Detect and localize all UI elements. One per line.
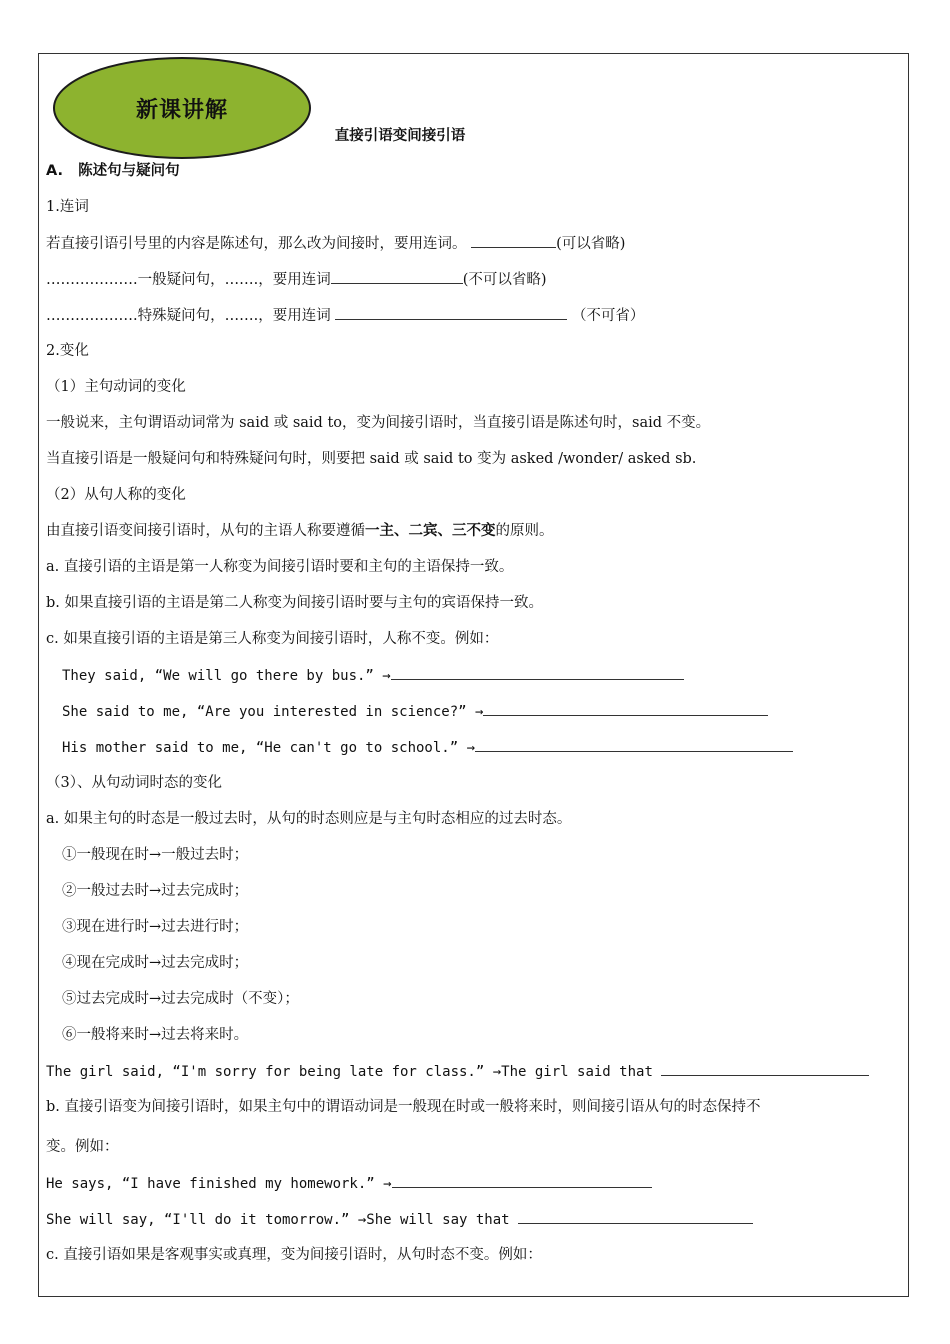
section-a-text: 陈述句与疑问句 <box>78 163 180 179</box>
tense-rule-c: c. 直接引语如果是客观事实或真理，变为间接引语时，从句时态不变。例如： <box>46 1247 542 1263</box>
tense-shift-2: ②一般过去时→过去完成时； <box>62 883 249 899</box>
subsection-2-heading: （2）从句人称的变化 <box>46 487 186 503</box>
conjunction-wh-note: （不可省） <box>571 308 645 324</box>
conjunction-statement-text: 若直接引语引号里的内容是陈述句，那么改为间接时，要用连词。 <box>46 236 467 252</box>
tense-rule-b-cont: 变。例如： <box>46 1139 119 1155</box>
answer-blank[interactable] <box>483 701 768 716</box>
answer-blank[interactable] <box>518 1209 753 1224</box>
example-1 <box>62 665 684 686</box>
person-rule-b: b. 如果直接引语的主语是第二人称变为间接引语时要与主句的宾语保持一致。 <box>46 595 543 611</box>
conjunction-yesno-text: ……………….一般疑问句，…….，要用连词 <box>46 272 331 288</box>
tense-rule-b: b. 直接引语变为间接引语时，如果主句中的谓语动词是一般现在时或一般将来时，则间接引语从句的时态保持不 <box>46 1099 761 1115</box>
point-2-heading: 2.变化 <box>46 343 89 359</box>
conjunction-yesno-note: (不可以省略) <box>462 272 547 288</box>
answer-blank[interactable] <box>471 233 556 248</box>
conjunction-statement-note: (可以省略) <box>556 236 626 252</box>
person-rule-end: 的原则。 <box>495 523 554 539</box>
example-3-text: His mother said to me, “He can't go to school.” → <box>62 740 476 756</box>
example-2-text: She said to me, “Are you interested in science?” → <box>62 704 484 720</box>
badge-label: 新课讲解 <box>135 97 228 123</box>
person-rule-c: c. 如果直接引语的主语是第三人称变为间接引语时，人称不变。例如： <box>46 631 499 647</box>
answer-blank[interactable] <box>392 1173 652 1188</box>
answer-blank[interactable] <box>475 737 793 752</box>
main-verb-rule-1: 一般说来，主句谓语动词常为 said 或 said to，变为间接引语时，当直接引语是陈述句时，said 不变。 <box>46 415 711 431</box>
example-5 <box>46 1173 652 1194</box>
person-rule-text: 由直接引语变间接引语时，从句的主语人称要遵循 <box>46 523 365 539</box>
answer-blank[interactable] <box>335 305 567 320</box>
main-verb-rule-2: 当直接引语是一般疑问句和特殊疑问句时，则要把 said 或 said to 变为 asked /wonder/ asked sb. <box>46 451 697 467</box>
example-2 <box>62 701 768 722</box>
example-6-text: She will say, “I'll do it tomorrow.” →She will say that <box>46 1212 510 1228</box>
person-rule-emphasis: 一主、二宾、三不变 <box>365 523 496 539</box>
example-5-text: He says, “I have finished my homework.” → <box>46 1176 392 1192</box>
conjunction-yesno <box>46 269 547 290</box>
conjunction-statement <box>46 233 625 254</box>
person-rule-a: a. 直接引语的主语是第一人称变为间接引语时要和主句的主语保持一致。 <box>46 559 514 575</box>
conjunction-wh <box>46 305 644 326</box>
tense-shift-3: ③现在进行时→过去进行时； <box>62 919 249 935</box>
page-title: 直接引语变间接引语 <box>334 128 466 144</box>
section-a-heading <box>46 161 180 181</box>
subsection-3-heading: （3）、从句动词时态的变化 <box>46 775 222 791</box>
answer-blank[interactable] <box>391 665 684 680</box>
tense-rule-a: a. 如果主句的时态是一般过去时，从句的时态则应是与主句时态相应的过去时态。 <box>46 811 572 827</box>
tense-shift-5: ⑤过去完成时→过去完成时（不变）； <box>62 991 299 1007</box>
conjunction-wh-text: ……………….特殊疑问句，…….，要用连词 <box>46 308 331 324</box>
example-6 <box>46 1209 753 1230</box>
person-rule <box>46 521 554 541</box>
point-1-heading: 1.连词 <box>46 199 89 215</box>
answer-blank[interactable] <box>331 269 463 284</box>
example-1-text: They said, “We will go there by bus.” → <box>62 668 391 684</box>
example-4 <box>46 1061 869 1082</box>
tense-shift-6: ⑥一般将来时→过去将来时。 <box>62 1027 249 1043</box>
tense-shift-1: ①一般现在时→一般过去时； <box>62 847 249 863</box>
section-a-letter: A. <box>46 163 63 179</box>
tense-shift-4: ④现在完成时→过去完成时； <box>62 955 249 971</box>
answer-blank[interactable] <box>661 1061 869 1076</box>
example-3 <box>62 737 793 758</box>
subsection-1-heading: （1）主句动词的变化 <box>46 379 186 395</box>
example-4-text: The girl said, “I'm sorry for being late for class.” →The girl said that <box>46 1064 653 1080</box>
